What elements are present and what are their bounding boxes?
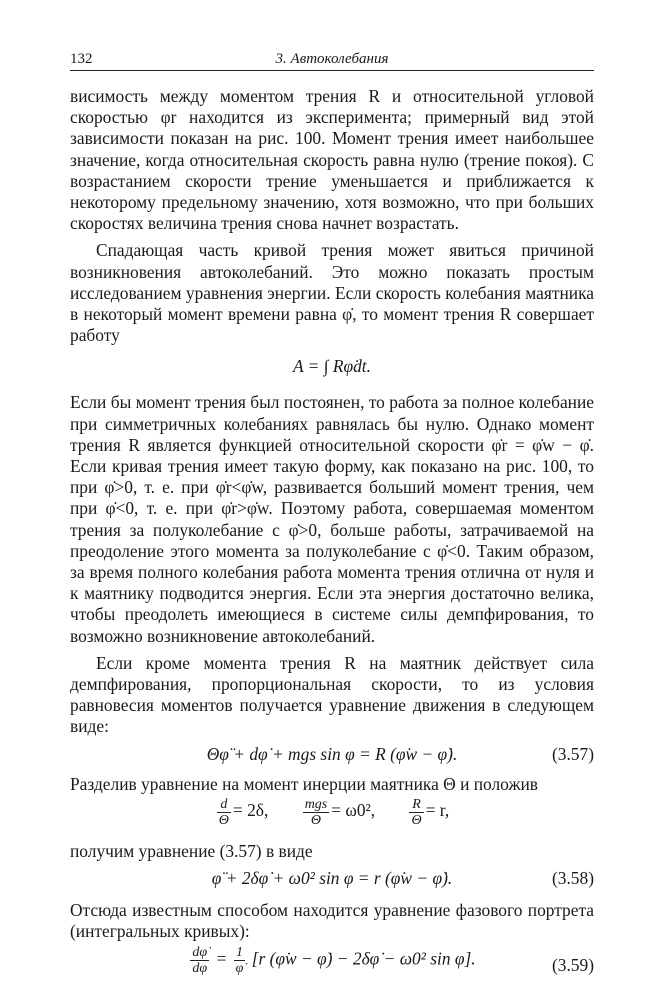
definition-delta: $\frac{d}{\Theta}$ = 2δ, xyxy=(218,796,269,828)
paragraph-2: Спадающая часть кривой трения может явиться причиной возникновения автоколебаний. Это можно показать простым исследованием уравнения энергии. Если скорость колебания маятника в некоторый момент времени равна φ̇, то момент трения R совершает работу xyxy=(70,240,594,346)
phase-coefficient: $\frac{1}{\varphi̇}$ xyxy=(235,944,244,976)
page-number: 132 xyxy=(70,51,93,67)
equation-3-57 xyxy=(70,744,594,768)
paragraph-7: Отсюда известным способом находится уравнение фазового портрета (интегральных кривых): xyxy=(70,900,594,942)
equation-definitions xyxy=(70,797,594,839)
equation-number: (3.58) xyxy=(551,868,594,889)
phase-lhs-fraction: $\frac{d\varphi̇}{d\varphi}$ xyxy=(192,944,208,976)
paragraph-6: получим уравнение (3.57) в виде xyxy=(70,840,313,861)
chapter-title: 3. Автоколебания xyxy=(275,51,389,67)
equation-3-58 xyxy=(70,868,594,892)
equation-3-59: $\frac{d\varphi̇}{d\varphi}$ = $\frac{1}{\varphi̇}$ [r (φ̇w − φ̇) − 2δφ̇ − ω0² sin φ]. (3.59) xyxy=(192,944,594,976)
page-body xyxy=(70,86,594,989)
paragraph-4: Если кроме момента трения R на маятник действует сила демпфирования, пропорциональная скорости, то из условия равновесия моментов получается уравнение движения в следующем виде: xyxy=(70,652,594,737)
definition-omega: $\frac{\text{mgs}}{\Theta}$ = ω0², xyxy=(304,796,376,828)
paragraph-1: висимость между моментом трения R и относительной угловой скоростью φr находится из эксперимента; примерный вид этой зависимости показан на рис. 100. Момент трения имеет наибольшее значение, когда относительная скорость равна нулю (трение покоя). С возрастанием скорости трение уменьшается и приближается к некоторому предельному значению, хотя возможно, что при больших скоростях величина трения снова начнет возрастать. xyxy=(70,86,594,234)
running-header xyxy=(70,48,594,71)
paragraph-5: Разделив уравнение на момент инерции маятника Θ и положив xyxy=(70,773,538,794)
definition-r: $\frac{R}{\Theta}$ = r, xyxy=(411,796,450,828)
phase-rhs: [r (φ̇w − φ̇) − 2δφ̇ − ω0² sin φ]. xyxy=(251,948,476,968)
paragraph-3: Если бы момент трения был постоянен, то работа за полное колебание при симметричных колебаниях равнялась бы нулю. Однако момент трения R является функцией относительной скорости φ̇r = φ̇w − φ̇. Если кривая трения имеет такую форму, как показано на рис. 100, то при φ̇>0, т. е. при φ̇r<φ̇w, развивается больший момент трения, чем при φ̇<0, т. е. при φ̇r>φ̇w. Поэтому работа, совершаемая моментом трения за полуколебание с φ̇>0, больше работы, затрачиваемой на преодоление этого момента за полуколебание с φ̇<0. Таким образом, за время полного колебания работа момента трения отлична от нуля и к маятнику подводится энергия. Если эта энергия достаточно велика, чтобы преодолеть имеющиеся в системе силы демпфирования, то возможно возникновение автоколебаний. xyxy=(70,392,594,646)
equation-3-57-text: Θφ̈ + dφ̇ + mgs sin φ = R (φ̇w − φ̇). xyxy=(206,743,458,764)
equation-work-text: A = ∫ Rφ̇dt. xyxy=(293,356,371,377)
equation-number: (3.57) xyxy=(551,743,594,764)
equation-3-58-text: φ̈ + 2δφ̇ + ω0² sin φ = r (φ̇w − φ̇). xyxy=(211,868,453,889)
equation-work xyxy=(70,356,594,380)
equation-number: (3.59) xyxy=(551,954,594,975)
